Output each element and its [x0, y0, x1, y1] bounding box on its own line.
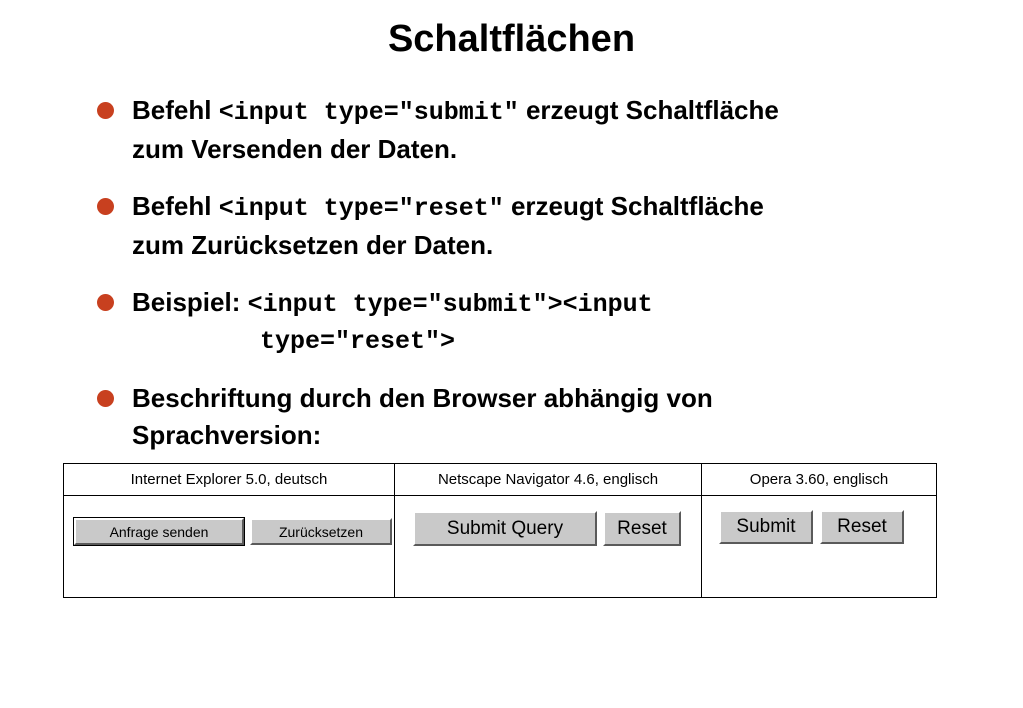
bullet-pre: Befehl	[132, 191, 219, 221]
bullet-post: erzeugt Schaltfläche	[518, 95, 779, 125]
bullet-list	[96, 92, 956, 454]
bullet-line2: zum Versenden der Daten.	[132, 134, 458, 164]
bullet-dot-icon	[97, 198, 114, 215]
opera-reset-button[interactable]: Reset	[820, 510, 904, 544]
bullet-code-line2: type="reset">	[260, 327, 456, 356]
bullet-submit	[96, 92, 956, 168]
header-opera: Opera 3.60, englisch	[702, 464, 937, 496]
bullet-text: Beschriftung durch den Browser abhängig von	[132, 383, 713, 413]
page-title: Schaltflächen	[387, 18, 636, 60]
header-ie: Internet Explorer 5.0, deutsch	[64, 464, 395, 496]
header-netscape: Netscape Navigator 4.6, englisch	[395, 464, 702, 496]
bullet-reset	[96, 188, 956, 264]
cell-opera	[702, 496, 937, 598]
bullet-line2: zum Zurücksetzen der Daten.	[132, 230, 494, 260]
bullet-code: <input type="submit"	[218, 98, 519, 127]
bullet-dot-icon	[97, 294, 114, 311]
netscape-reset-button[interactable]: Reset	[603, 511, 681, 546]
bullet-post: erzeugt Schaltfläche	[503, 191, 764, 221]
ie-reset-button[interactable]: Zurücksetzen	[250, 518, 392, 545]
browser-comparison-table	[63, 463, 937, 598]
bullet-labels	[96, 380, 956, 454]
bullet-code: <input type="reset"	[218, 194, 504, 223]
opera-submit-button[interactable]: Submit	[719, 510, 813, 544]
bullet-line2: Sprachversion:	[132, 420, 322, 450]
bullet-pre: Befehl	[132, 95, 219, 125]
bullet-dot-icon	[97, 390, 114, 407]
bullet-dot-icon	[97, 102, 114, 119]
bullet-code: <input type="submit"><input	[247, 290, 653, 319]
bullet-example	[96, 284, 956, 360]
ie-submit-button[interactable]: Anfrage senden	[74, 518, 244, 545]
bullet-pre: Beispiel:	[132, 287, 248, 317]
cell-netscape	[395, 496, 702, 598]
cell-ie	[64, 496, 395, 598]
netscape-submit-button[interactable]: Submit Query	[413, 511, 597, 546]
